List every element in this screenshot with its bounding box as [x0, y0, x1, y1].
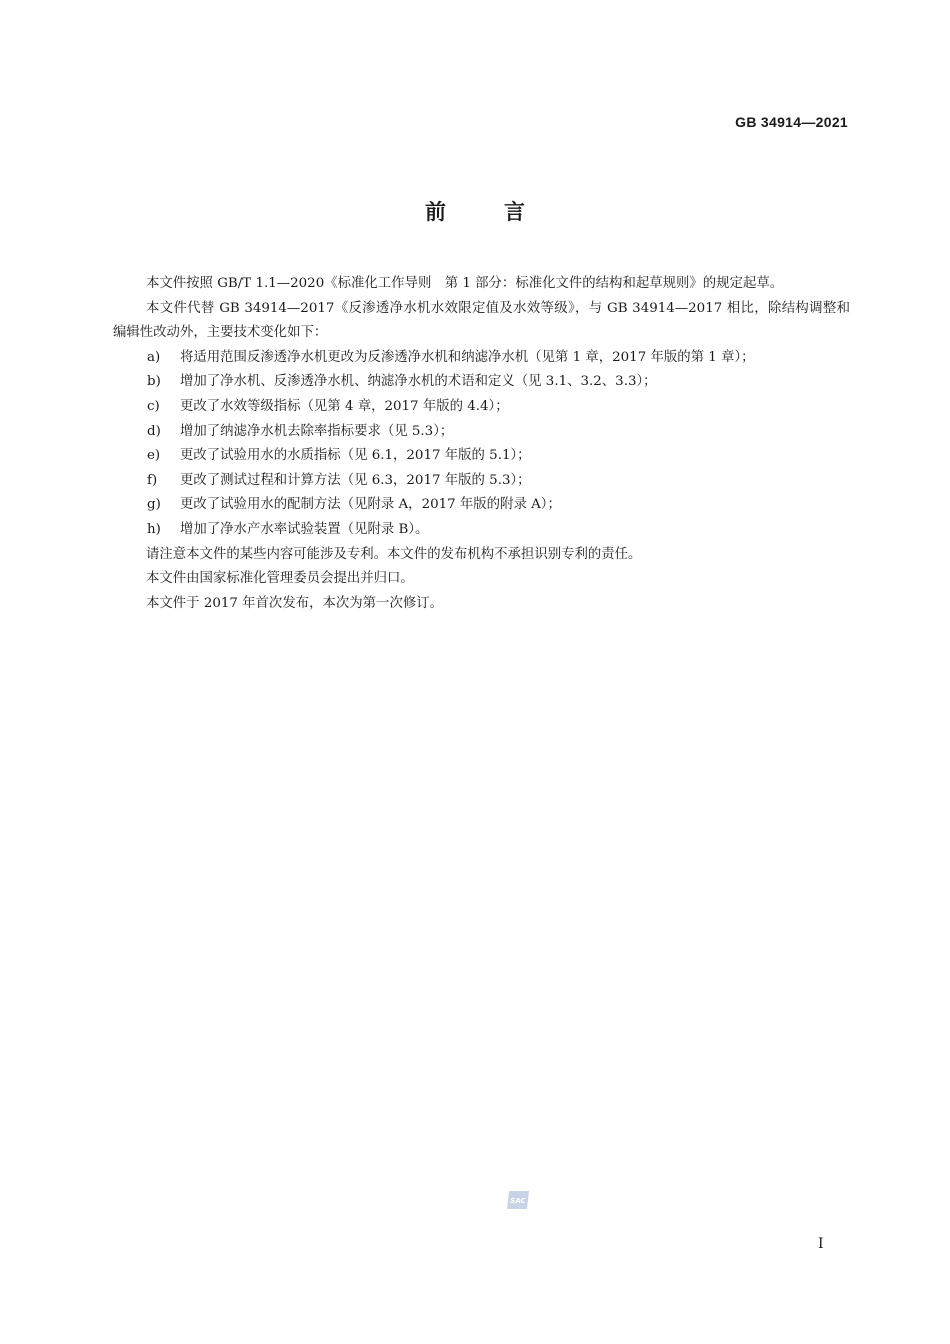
paragraph-drafting-basis: 本文件按照 GB/T 1.1—2020《标准化工作导则 第 1 部分：标准化文件的结构和起草规则》的规定起草。 — [146, 276, 784, 291]
list-item — [113, 346, 850, 371]
list-item-text: 更改了试验用水的水质指标（见 6.1，2017 年版的 5.1）； — [180, 448, 531, 464]
list-item-text: 增加了纳滤净水机去除率指标要求（见 5.3）； — [180, 423, 454, 439]
paragraph-history: 本文件于 2017 年首次发布，本次为第一次修订。 — [146, 595, 444, 611]
page-number: I — [818, 1236, 824, 1252]
paragraph-patent-notice: 请注意本文件的某些内容可能涉及专利。本文件的发布机构不承担识别专利的责任。 — [146, 546, 642, 562]
list-item-text: 增加了净水机、反渗透净水机、纳滤净水机的术语和定义（见 3.1、3.2、3.3）； — [180, 374, 657, 390]
standard-code: GB 34914—2021 — [735, 114, 848, 130]
paragraph-proposer: 本文件由国家标准化管理委员会提出并归口。 — [146, 571, 414, 587]
list-item — [113, 493, 850, 518]
list-item — [113, 518, 850, 543]
list-marker: e) — [147, 448, 161, 464]
list-item-text: 增加了净水产水率试验装置（见附录 B）。 — [180, 521, 429, 537]
list-marker: a) — [147, 349, 161, 365]
list-item — [113, 370, 850, 395]
list-marker: f) — [147, 472, 158, 488]
list-item — [113, 395, 850, 420]
list-marker: d) — [147, 423, 161, 439]
list-marker: c) — [147, 398, 160, 414]
list-item — [113, 420, 850, 445]
document-body — [113, 272, 850, 616]
list-item-text: 更改了试验用水的配制方法（见附录 A，2017 年版的附录 A）； — [180, 497, 561, 513]
changes-list — [113, 346, 850, 543]
sac-logo-text: SAC — [510, 1197, 526, 1205]
list-item-text: 更改了测试过程和计算方法（见 6.3，2017 年版的 5.3）； — [180, 472, 531, 488]
list-item — [113, 444, 850, 469]
list-item-text: 更改了水效等级指标（见第 4 章，2017 年版的 4.4）； — [180, 398, 509, 414]
page-title: 前言 — [425, 200, 583, 224]
paragraph-replacement: 本文件代替 GB 34914—2017《反渗透净水机水效限定值及水效等级》，与 GB 34914—2017 相比，除结构调整和编辑性改动外，主要技术变化如下： — [113, 300, 850, 341]
list-marker: g) — [147, 497, 161, 513]
list-marker: h) — [147, 521, 161, 537]
sac-logo-icon — [505, 1188, 533, 1212]
list-marker: b) — [147, 374, 161, 390]
list-item-text: 将适用范围反渗透净水机更改为反渗透净水机和纳滤净水机（见第 1 章，2017 年版的第 1 章）； — [180, 349, 755, 365]
list-item — [113, 469, 850, 494]
